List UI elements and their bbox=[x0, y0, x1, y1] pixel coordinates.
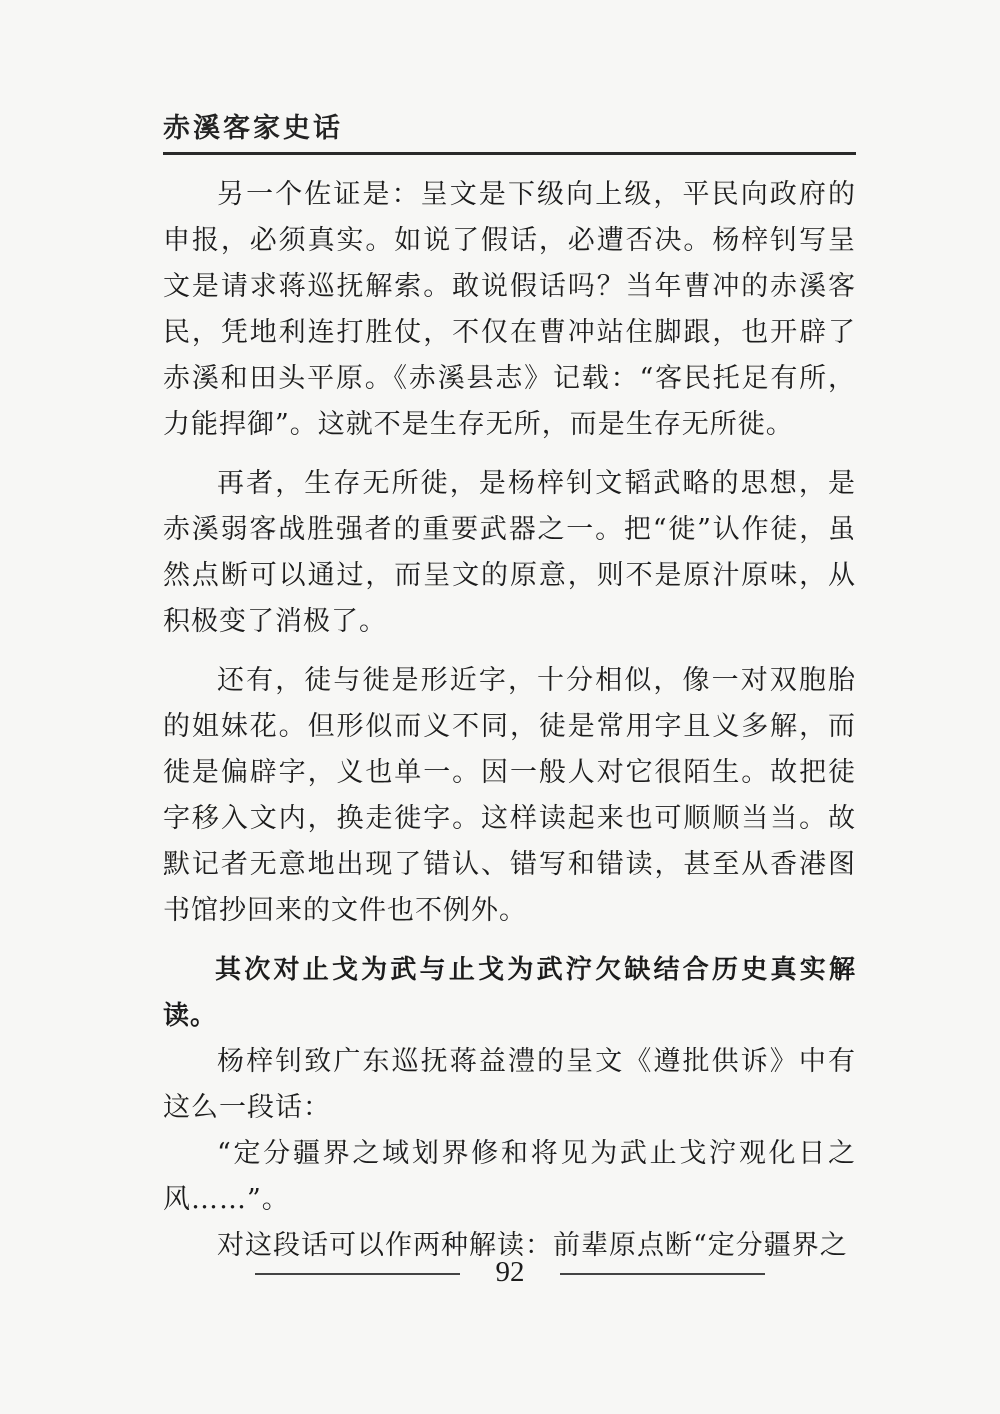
book-title: 赤溪客家史话 bbox=[163, 113, 343, 144]
quotation: “定分疆界之域划界修和将见为武止戈泞观化日之风……”。 bbox=[163, 1138, 856, 1215]
section-heading: 其次对止戈为武与止戈为武泞欠缺结合历史真实解读。 bbox=[163, 955, 856, 1031]
footer-rule-right bbox=[560, 1273, 765, 1275]
paragraph-1: 另一个佐证是：呈文是下级向上级，平民向政府的申报，必须真实。如说了假话，必遭否决。杨梓钊写呈文是请求蒋巡抚解索。敢说假话吗？当年曹冲的赤溪客民，凭地利连打胜仗，不仅在曹冲站住脚跟，也开辟了赤溪和田头平原。《赤溪县志》记载：“客民托足有所，力能捍御”。这就不是生存无所，而是生存无所徙。 bbox=[163, 179, 856, 440]
paragraph-4: 杨梓钊致广东巡抚蒋益澧的呈文《遵批供诉》中有这么一段话： bbox=[163, 1046, 856, 1123]
footer-rule-left bbox=[255, 1273, 460, 1275]
paragraph-5: 对这段话可以作两种解读：前辈原点断“定分疆界之 bbox=[217, 1230, 848, 1261]
page-footer bbox=[255, 1252, 765, 1292]
paragraph-3: 还有，徒与徙是形近字，十分相似，像一对双胞胎的姐妹花。但形似而义不同，徒是常用字且义多解，而徙是偏辟字，义也单一。因一般人对它很陌生。故把徒字移入文内，换走徙字。这样读起来也可顺顺当当。故默记者无意地出现了错认、错写和错读，甚至从香港图书馆抄回来的文件也不例外。 bbox=[163, 665, 856, 926]
body-text bbox=[163, 172, 856, 1269]
page-number: 92 bbox=[495, 1256, 525, 1288]
running-header bbox=[163, 112, 856, 155]
paragraph-2: 再者，生存无所徙，是杨梓钊文韬武略的思想，是赤溪弱客战胜强者的重要武器之一。把“徙”认作徒，虽然点断可以通过，而呈文的原意，则不是原汁原味，从积极变了消极了。 bbox=[163, 468, 856, 637]
